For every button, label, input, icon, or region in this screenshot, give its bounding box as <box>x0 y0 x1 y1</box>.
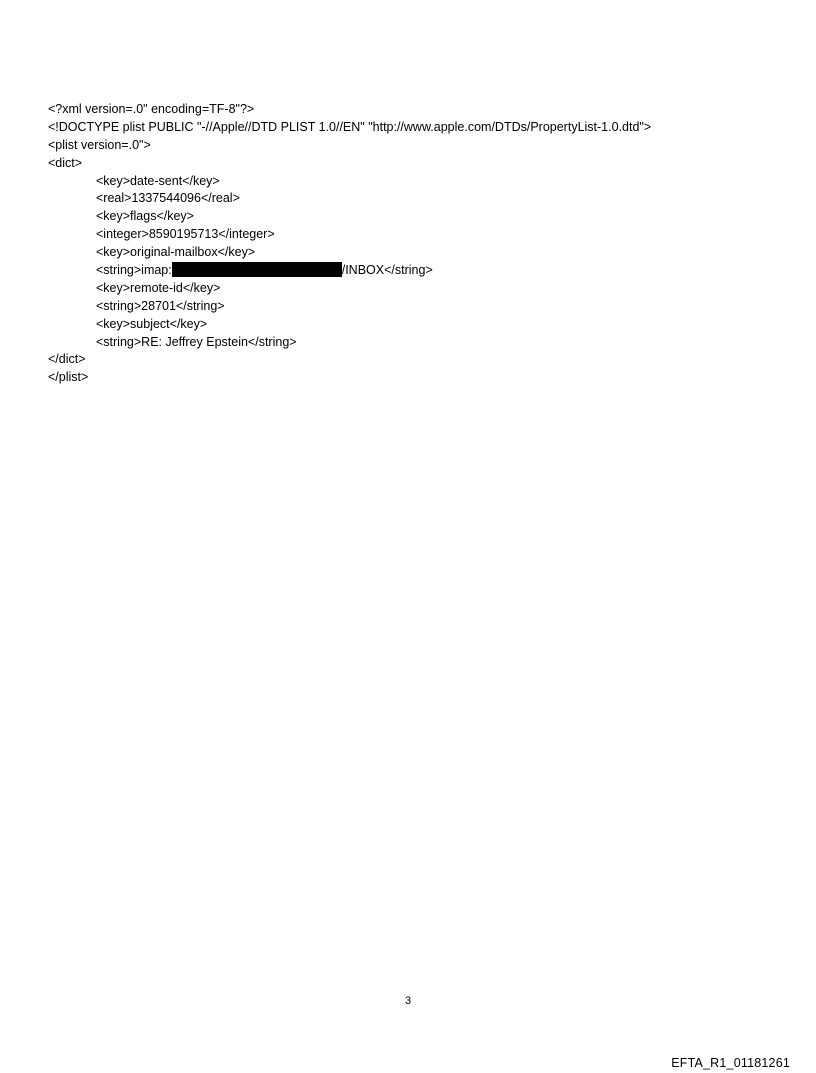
doctype-line: <!DOCTYPE plist PUBLIC "-//Apple//DTD PLIST 1.0//EN" "http://www.apple.com/DTDs/PropertyList-1.0.dtd"> <box>48 119 652 134</box>
key-original-mailbox-line: <key>original-mailbox</key> <box>96 245 256 260</box>
plist-close-line: </plist> <box>48 370 89 385</box>
subject-value-line: <string>RE: Jeffrey Epstein</string> <box>96 334 297 349</box>
bates-number: EFTA_R1_01181261 <box>671 1056 790 1070</box>
remote-id-value-line: <string>28701</string> <box>96 298 225 313</box>
mailbox-string-line <box>48 262 768 280</box>
plist-open-line: <plist version=.0"> <box>48 137 151 152</box>
key-subject-line: <key>subject</key> <box>96 316 208 331</box>
real-value-line: <real>1337544096</real> <box>96 191 240 206</box>
plist-xml-content <box>48 101 768 387</box>
mailbox-string-prefix: <string>imap: <box>96 263 172 278</box>
redaction-bar <box>172 262 342 277</box>
integer-value-line: <integer>8590195713</integer> <box>96 227 275 242</box>
dict-open-line: <dict> <box>48 155 83 170</box>
key-date-sent-line: <key>date-sent</key> <box>96 173 220 188</box>
key-remote-id-line: <key>remote-id</key> <box>96 280 221 295</box>
key-flags-line: <key>flags</key> <box>96 209 194 224</box>
mailbox-string-suffix: /INBOX</string> <box>341 263 433 278</box>
page-number: 3 <box>404 995 412 1007</box>
dict-close-line: </dict> <box>48 352 86 367</box>
xml-declaration-line: <?xml version=.0" encoding=TF-8"?> <box>48 102 255 116</box>
